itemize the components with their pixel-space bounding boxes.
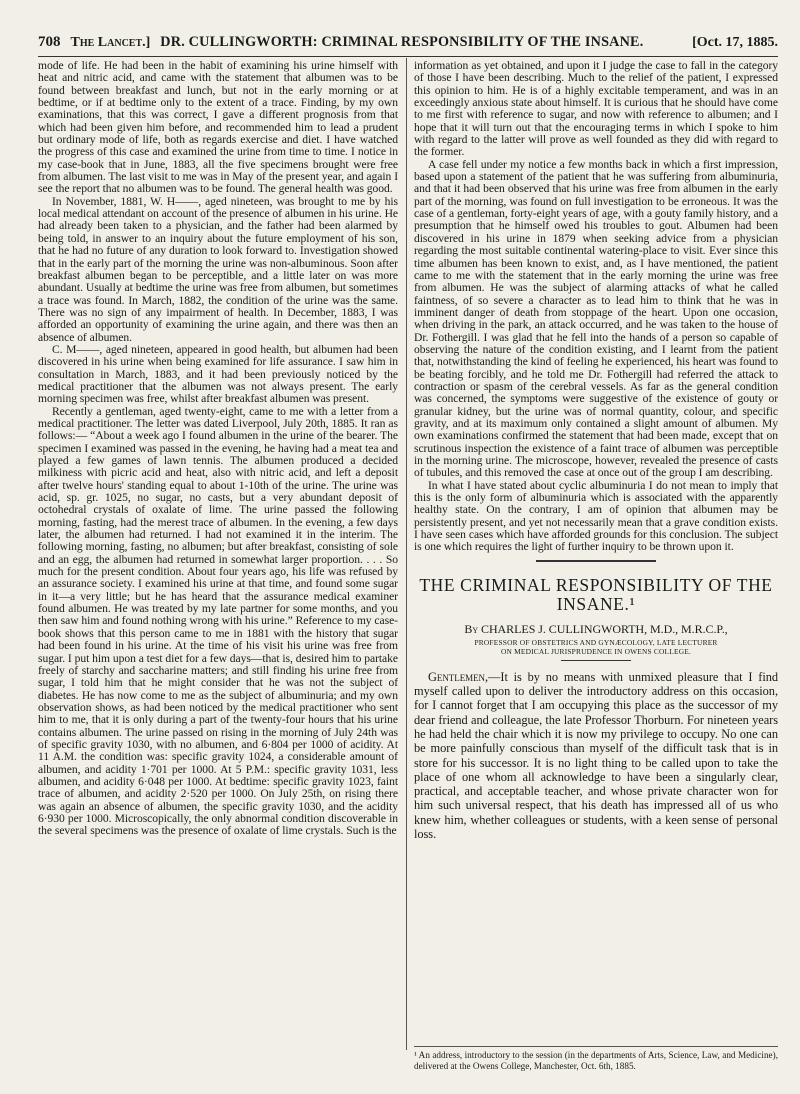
article-body bbox=[414, 670, 778, 842]
paragraph: In what I have stated about cyclic albuminuria I do not mean to imply that this is the only form of albuminuria which is associated with the apparently healthy state. On the contrary, I am of opinion that albumen may be persistently present, and yet not necessarily mean that a grave condition exists. I have seen cases which have afforded grounds for this conclusion. The subject is one which requires the light of further inquiry to be thrown upon it. bbox=[414, 478, 778, 554]
column-rule bbox=[406, 58, 407, 1050]
article-title: THE CRIMINAL RESPONSIBILITY OF THE INSANE.¹ bbox=[419, 574, 773, 614]
header-rule bbox=[38, 56, 778, 57]
footnote: ¹ An address, introductory to the session (in the departments of Arts, Science, Law, and Medicine), delivered at the Owens College, Manchester, Oct. 6th, 1885. bbox=[414, 1046, 778, 1071]
paragraph bbox=[414, 670, 778, 842]
paragraph: Recently a gentleman, aged twenty-eight, came to me with a letter from a medical practitioner. The letter was dated Liverpool, July 20th, 1885. It ran as follows:— “About a week ago I found albumen in the urine of the bearer. The specimen I examined was passed in the evening, he having had a meat tea and played a few games of lawn tennis. The albumen produced a decided milkiness with picric acid and heat, also with nitric acid, and left a deposit after twelve hours' standing equal to about 1-10th of the urine. The urine was acid, sp. gr. 1025, no sugar, no casts, but a very abundant deposit of octohedral crystals of oxalate of lime. The urine passed the following morning, fasting, had the merest trace of albumen. In the evening, a few days later, the albumen had returned. I had not examined it in the interim. The following morning, fasting, no albumen; but after breakfast, consisting of sole and an egg, the albumen had returned in somewhat larger proportion. . . . So much for the present condition. About four years ago, his life was refused by an assurance society. I examined his urine at that time, and found some sugar in it—a very little; but he has heard that the assurance medical examiner found albumen. He was treated by my late partner for some months, and you then saw him and found nothing wrong with his urine.” Reference to my case-book shows that this person came to me in 1881 with the history that sugar had been found in his urine. At the time of his visit his urine was free from sugar. I put him upon a test diet for a few days—that is, desired him to partake freely of starchy and saccharine matters; and still finding his urine free from sugar, I told him that he might consider that he was not the subject of diabetes. He has now come to me as the subject of albuminuria; and my own observation shows, as had been noticed by the medical practitioner who sent him to me, that it is only during a part of the twenty-four hours that his urine contains albumen. The urine passed on rising in the morning of July 24th was of specific gravity 1030, with no albumen, and 6·804 per 1000 of acidity. At 11 A.M. the condition was: specific gravity 1024, a considerable amount of albumen, and acidity 1·701 per 1000. At 5 P.M.: specific gravity 1031, less albumen, and acidity 6·048 per 1000. At bedtime: specific gravity 1023, faint trace of albumen, and acidity 2·520 per 1000. On July 25th, on rising there was again an absence of albumen, the specific gravity 1030, and the acidity 6·930 per 1000. Microscopically, the only abnormal condition discoverable in the several specimens was the presence of oxalate of lime crystals. Such is the bbox=[38, 404, 398, 838]
paragraph: In November, 1881, W. H——, aged nineteen, was brought to me by his local medical attendant on account of the presence of albumen in his urine. He had already been taken to a physician, and the father had been alarmed by being told, in answer to an inquiry about the future employment of his son, that he had no future of any duration to look forward to. Investigation showed that in the early part of the morning the urine was non-albuminous. Soon after breakfast albumen began to be perceptible, and a little later on was more abundant. Usually at bedtime the urine was free from albumen, but sometimes a trace was found. In March, 1882, the condition of the urine was the same. There was no sign of any impairment of health. In December, 1883, I was afforded an opportunity of examining the urine again, and there was then an absence of albumen. bbox=[38, 194, 398, 344]
page-number: 708 bbox=[38, 34, 61, 50]
paragraph: information as yet obtained, and upon it I judge the case to fall in the category of those I have been describing. Much to the relief of the patient, I expressed this opinion to him. He is of a highly excitable temperament, and was in an exceedingly anxious state about himself. It is curious that he should have come to me first with reference to sugar, and now with reference to albumen; and I hope that it will turn out that the encouraging terms in which I spoke to him with regard to the latter will prove as well founded as they did with regard to the former. bbox=[414, 60, 778, 159]
running-title: DR. CULLINGWORTH: CRIMINAL RESPONSIBILITY OF THE INSANE. bbox=[160, 34, 644, 50]
issue-date: [Oct. 17, 1885. bbox=[692, 35, 778, 50]
paragraph: C. M——, aged nineteen, appeared in good health, but albumen had been discovered in his urine when being examined for life assurance. I saw him in consultation in March, 1883, and it had been previously noticed by the medical practitioner that the albumen was not always present. The early morning specimen was free, whilst after breakfast albumen was present. bbox=[38, 342, 398, 406]
journal-name: The Lancet.] bbox=[70, 35, 151, 50]
byline-rule bbox=[561, 660, 631, 661]
affiliation-line: PROFESSOR OF OBSTETRICS AND GYNÆCOLOGY, LATE LECTURER bbox=[474, 637, 718, 647]
affiliation-line: ON MEDICAL JURISPRUDENCE IN OWENS COLLEGE. bbox=[500, 646, 691, 656]
author-name: By CHARLES J. CULLINGWORTH, M.D., M.R.C.P., bbox=[464, 621, 728, 636]
running-header bbox=[38, 34, 778, 54]
author-affiliation bbox=[414, 638, 778, 656]
salutation: Gentlemen, bbox=[428, 669, 489, 684]
paragraph: mode of life. He had been in the habit of examining his urine himself with heat and nitric acid, and came with the statement that albumen was to be found between breakfast and lunch, but not in the early morning or at bedtime, or if at bedtime only to the extent of a trace. Finding, by my own examinations, that this was correct, I gave a different prognosis from that which had been given him before, and recommended him to lead a prudent but ordinary mode of life, both as regards exercise and diet. I have watched the progress of this case and examined the urine from time to time. I notice in my case-book that in June, 1883, all the five specimens brought were free from albumen. The last visit to me was in May of the present year, and again I see the report that no albumen was to be found. The general health was good. bbox=[38, 60, 398, 196]
right-column bbox=[414, 60, 778, 1050]
article-byline bbox=[414, 622, 778, 636]
section-divider bbox=[536, 560, 656, 562]
paragraph-text: —It is by no means with unmixed pleasure that I find myself called upon to deliver the introductory address on this occasion, for I cannot forget that I am occupying this place as the successor of my dear friend and colleague, the late Professor Thorburn. For nineteen years he had held the chair which it is now my privilege to occupy. No one can be more painfully conscious than myself of the difficult task that is in store for his successor. It is no light thing to be called upon to take the place of one whom all acknowledge to have been a singularly clear, practical, and acceptable teacher, and whose private character won for him such universal respect, that his death has impressed all of us who knew him, whether colleagues or students, with a keen sense of personal loss. bbox=[414, 669, 778, 842]
paragraph: A case fell under my notice a few months back in which a first impression, based upon a statement of the patient that he was suffering from albuminuria, and that it had been observed that his urine was free from albumen in the early part of the morning, was found on full investigation to be erroneous. It was the case of a gentleman, forty-eight years of age, with a gouty family history, and a presumption that he himself owed his troubles to gout. Albumen had been discovered in his urine in 1879 when seeking advice from a physician regarding the most suitable continental watering-place to visit. Ever since this time albumen has been known to exist, and, as I have mentioned, the patient came to me with the statement that in the early morning the urine was free from albumen. He was the subject of alarming attacks of what he called faintness, of so severe a character as to lead him to think that he was in imminent danger of death from stoppage of the heart. Upon one occasion, when driving in the park, an attack occurred, and he was taken to the house of Dr. Fothergill. I was glad that he fell into the hands of a person so capable of observing the nature of the condition existing, and I learnt from the patient that, notwithstanding the kind of feeling he experienced, his heart was found to be beating forcibly, and he told me Dr. Fothergill had referred the attack to contraction or spasm of the cerebral vessels. As far as the general condition was concerned, the symptoms were suggestive of the existence of gouty or granular kidney, but the urine was of normal quantity, colour, and specific gravity, and at its maximum only contained a slight amount of albumen. My own examinations confirmed the statement that had been made, except that on scrutinous inspection the existence of a faint trace of albumen was perceptible in the morning urine. The microscope, however, revealed the presence of casts of tubules, and this removed the case at once out of the group I am describing. bbox=[414, 157, 778, 480]
left-column bbox=[38, 60, 398, 1050]
